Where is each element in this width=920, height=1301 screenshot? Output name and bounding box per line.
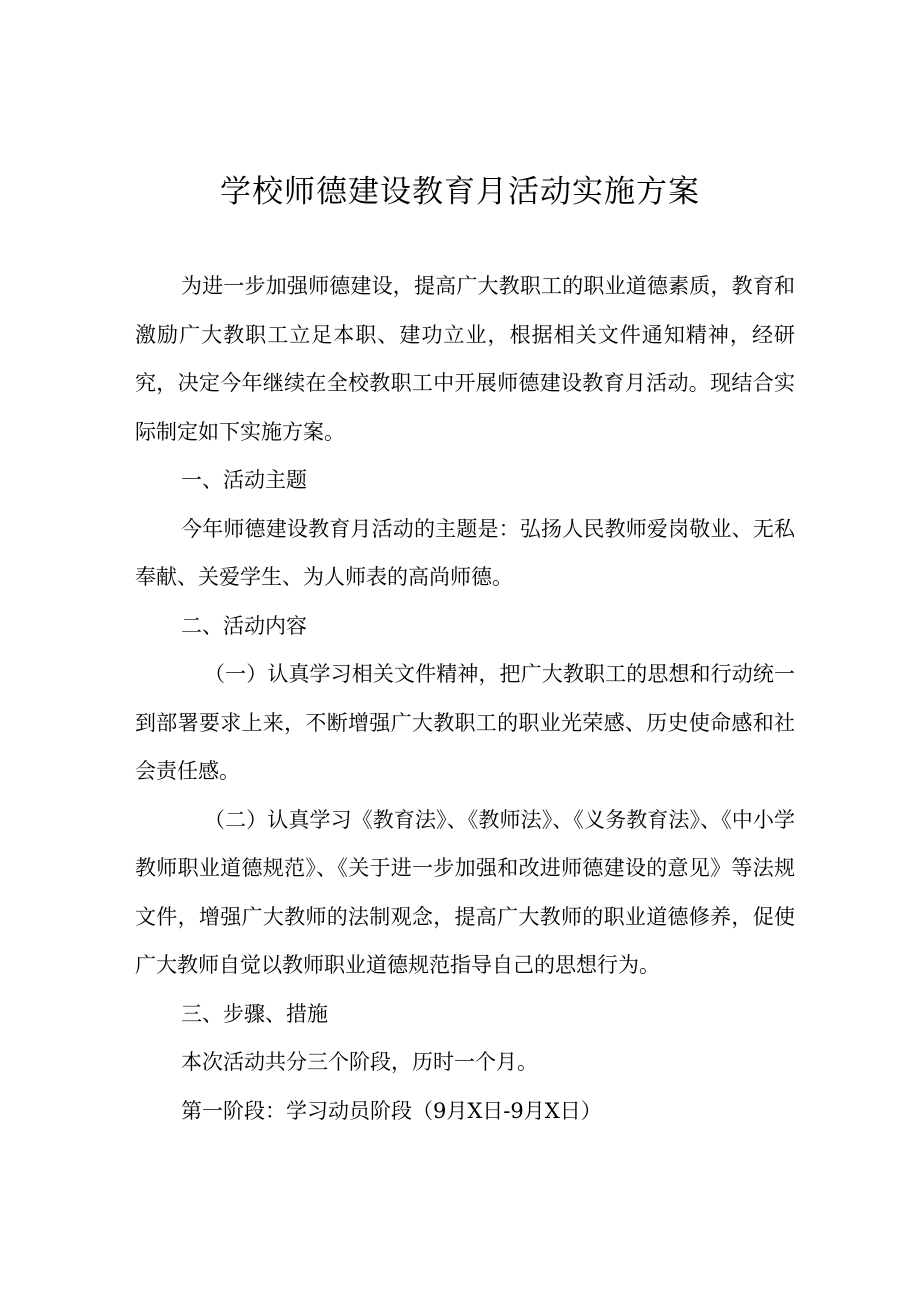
section-heading-steps: 三、步骤、措施 xyxy=(181,1001,328,1026)
document-body xyxy=(135,262,795,1135)
intro-paragraph: 为进一步加强师德建设，提高广大教职工的职业道德素质，教育和激励广大教职工立足本职、建功立业，根据相关文件通知精神，经研究，决定今年继续在全校教职工中开展师德建设教育月活动。现结合实际制定如下实施方案。 xyxy=(135,274,795,444)
section-heading-theme: 一、活动主题 xyxy=(181,468,307,492)
section-heading-content: 二、活动内容 xyxy=(181,613,307,638)
content-item-1: （一）认真学习相关文件精神，把广大教职工的思想和行动统一到部署要求上来，不断增强广大教职工的职业光荣感、历史使命感和社会责任感。 xyxy=(135,662,795,783)
phase-1-paragraph: 第一阶段：学习动员阶段（9月X日-9月X日） xyxy=(181,1098,602,1123)
document-title: 学校师德建设教育月活动实施方案 xyxy=(220,174,700,210)
content-item-2: （二）认真学习《教育法》、《教师法》、《义务教育法》、《中小学教师职业道德规范》、《关于进一步加强和改进师德建设的意见》等法规文件，增强广大教师的法制观念，提高广大教师的职业道德修养，促使广大教师自觉以教师职业道德规范指导自己的思想行为。 xyxy=(135,807,795,977)
theme-paragraph: 今年师德建设教育月活动的主题是：弘扬人民教师爱岗敬业、无私奉献、关爱学生、为人师表的高尚师德。 xyxy=(135,516,795,589)
steps-paragraph: 本次活动共分三个阶段，历时一个月。 xyxy=(181,1050,538,1074)
